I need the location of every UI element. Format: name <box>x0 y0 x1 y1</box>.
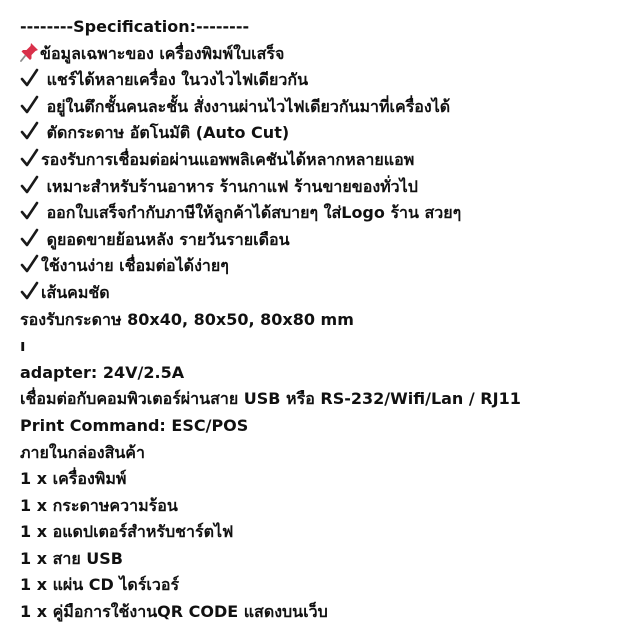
spec-item: ı <box>20 336 26 356</box>
intro-text: ข้อมูลเฉพาะของ เครื่องพิมพ์ใบเสร็จ <box>40 43 285 63</box>
checkmark-icon <box>20 148 39 168</box>
feature-text: แชร์ได้หลายเครื่อง ในวงไวไฟเดียวกัน <box>41 70 309 90</box>
feature-item <box>20 174 630 201</box>
box-contents-list <box>20 466 630 626</box>
checkmark-icon <box>20 121 39 141</box>
box-item: 1 x สาย USB <box>20 548 123 568</box>
feature-item <box>20 200 630 227</box>
feature-item <box>20 253 630 280</box>
checkmark-icon <box>20 201 39 221</box>
feature-text: ตัดกระดาษ อัตโนมัติ (Auto Cut) <box>41 123 290 143</box>
feature-list <box>20 67 630 306</box>
feature-text: ใช้งานง่าย เชื่อมต่อได้ง่ายๆ <box>41 256 229 276</box>
spec-heading: --------Specification:-------- <box>20 17 250 36</box>
box-item: 1 x คู่มือการใช้งานQR CODE แสดงบนเว็บ <box>20 602 328 622</box>
spec-item: เชื่อมต่อกับคอมพิวเตอร์ผ่านสาย USB หรือ RS-232/Wifi/Lan / RJ11 <box>20 389 521 409</box>
feature-item <box>20 147 630 174</box>
spec-item: รองรับกระดาษ 80x40, 80x50, 80x80 mm <box>20 309 354 329</box>
feature-text: อยู่ในตึกชั้นคนละชั้น สั่งงานผ่านไวไฟเดียวกันมาที่เครื่องได้ <box>41 96 451 116</box>
checkmark-icon <box>20 228 39 248</box>
spec-list <box>20 307 630 440</box>
spec-item: Print Command: ESC/POS <box>20 415 249 435</box>
box-item: 1 x กระดาษความร้อน <box>20 495 178 515</box>
feature-text: ออกใบเสร็จกำกับภาษีให้ลูกค้าได้สบายๆ ใส่Logo ร้าน สวยๆ <box>41 203 462 223</box>
box-item: 1 x แผ่น CD ไดร์เวอร์ <box>20 575 180 595</box>
checkmark-icon <box>20 95 39 115</box>
feature-item <box>20 280 630 307</box>
feature-item <box>20 67 630 94</box>
box-item: 1 x อแดปเตอร์สำหรับชาร์ตไฟ <box>20 522 234 542</box>
checkmark-icon <box>20 281 39 301</box>
checkmark-icon <box>20 175 39 195</box>
feature-item <box>20 94 630 121</box>
feature-text: เส้นคมชัด <box>41 282 110 302</box>
specification-document <box>20 14 630 626</box>
checkmark-icon <box>20 68 39 88</box>
box-item: 1 x เครื่องพิมพ์ <box>20 469 127 489</box>
feature-text: เหมาะสำหรับร้านอาหาร ร้านกาแฟ ร้านขายของทั่วไป <box>41 176 418 196</box>
feature-item <box>20 120 630 147</box>
intro-line <box>20 41 630 68</box>
box-title: ภายในกล่องสินค้า <box>20 442 145 462</box>
feature-text: ดูยอดขายย้อนหลัง รายวันรายเดือน <box>41 229 290 249</box>
spec-item: adapter: 24V/2.5A <box>20 362 185 382</box>
pushpin-icon <box>20 42 39 62</box>
checkmark-icon <box>20 254 39 274</box>
feature-text: รองรับการเชื่อมต่อผ่านแอพพลิเคชันได้หลากหลายแอพ <box>41 149 415 169</box>
feature-item <box>20 227 630 254</box>
